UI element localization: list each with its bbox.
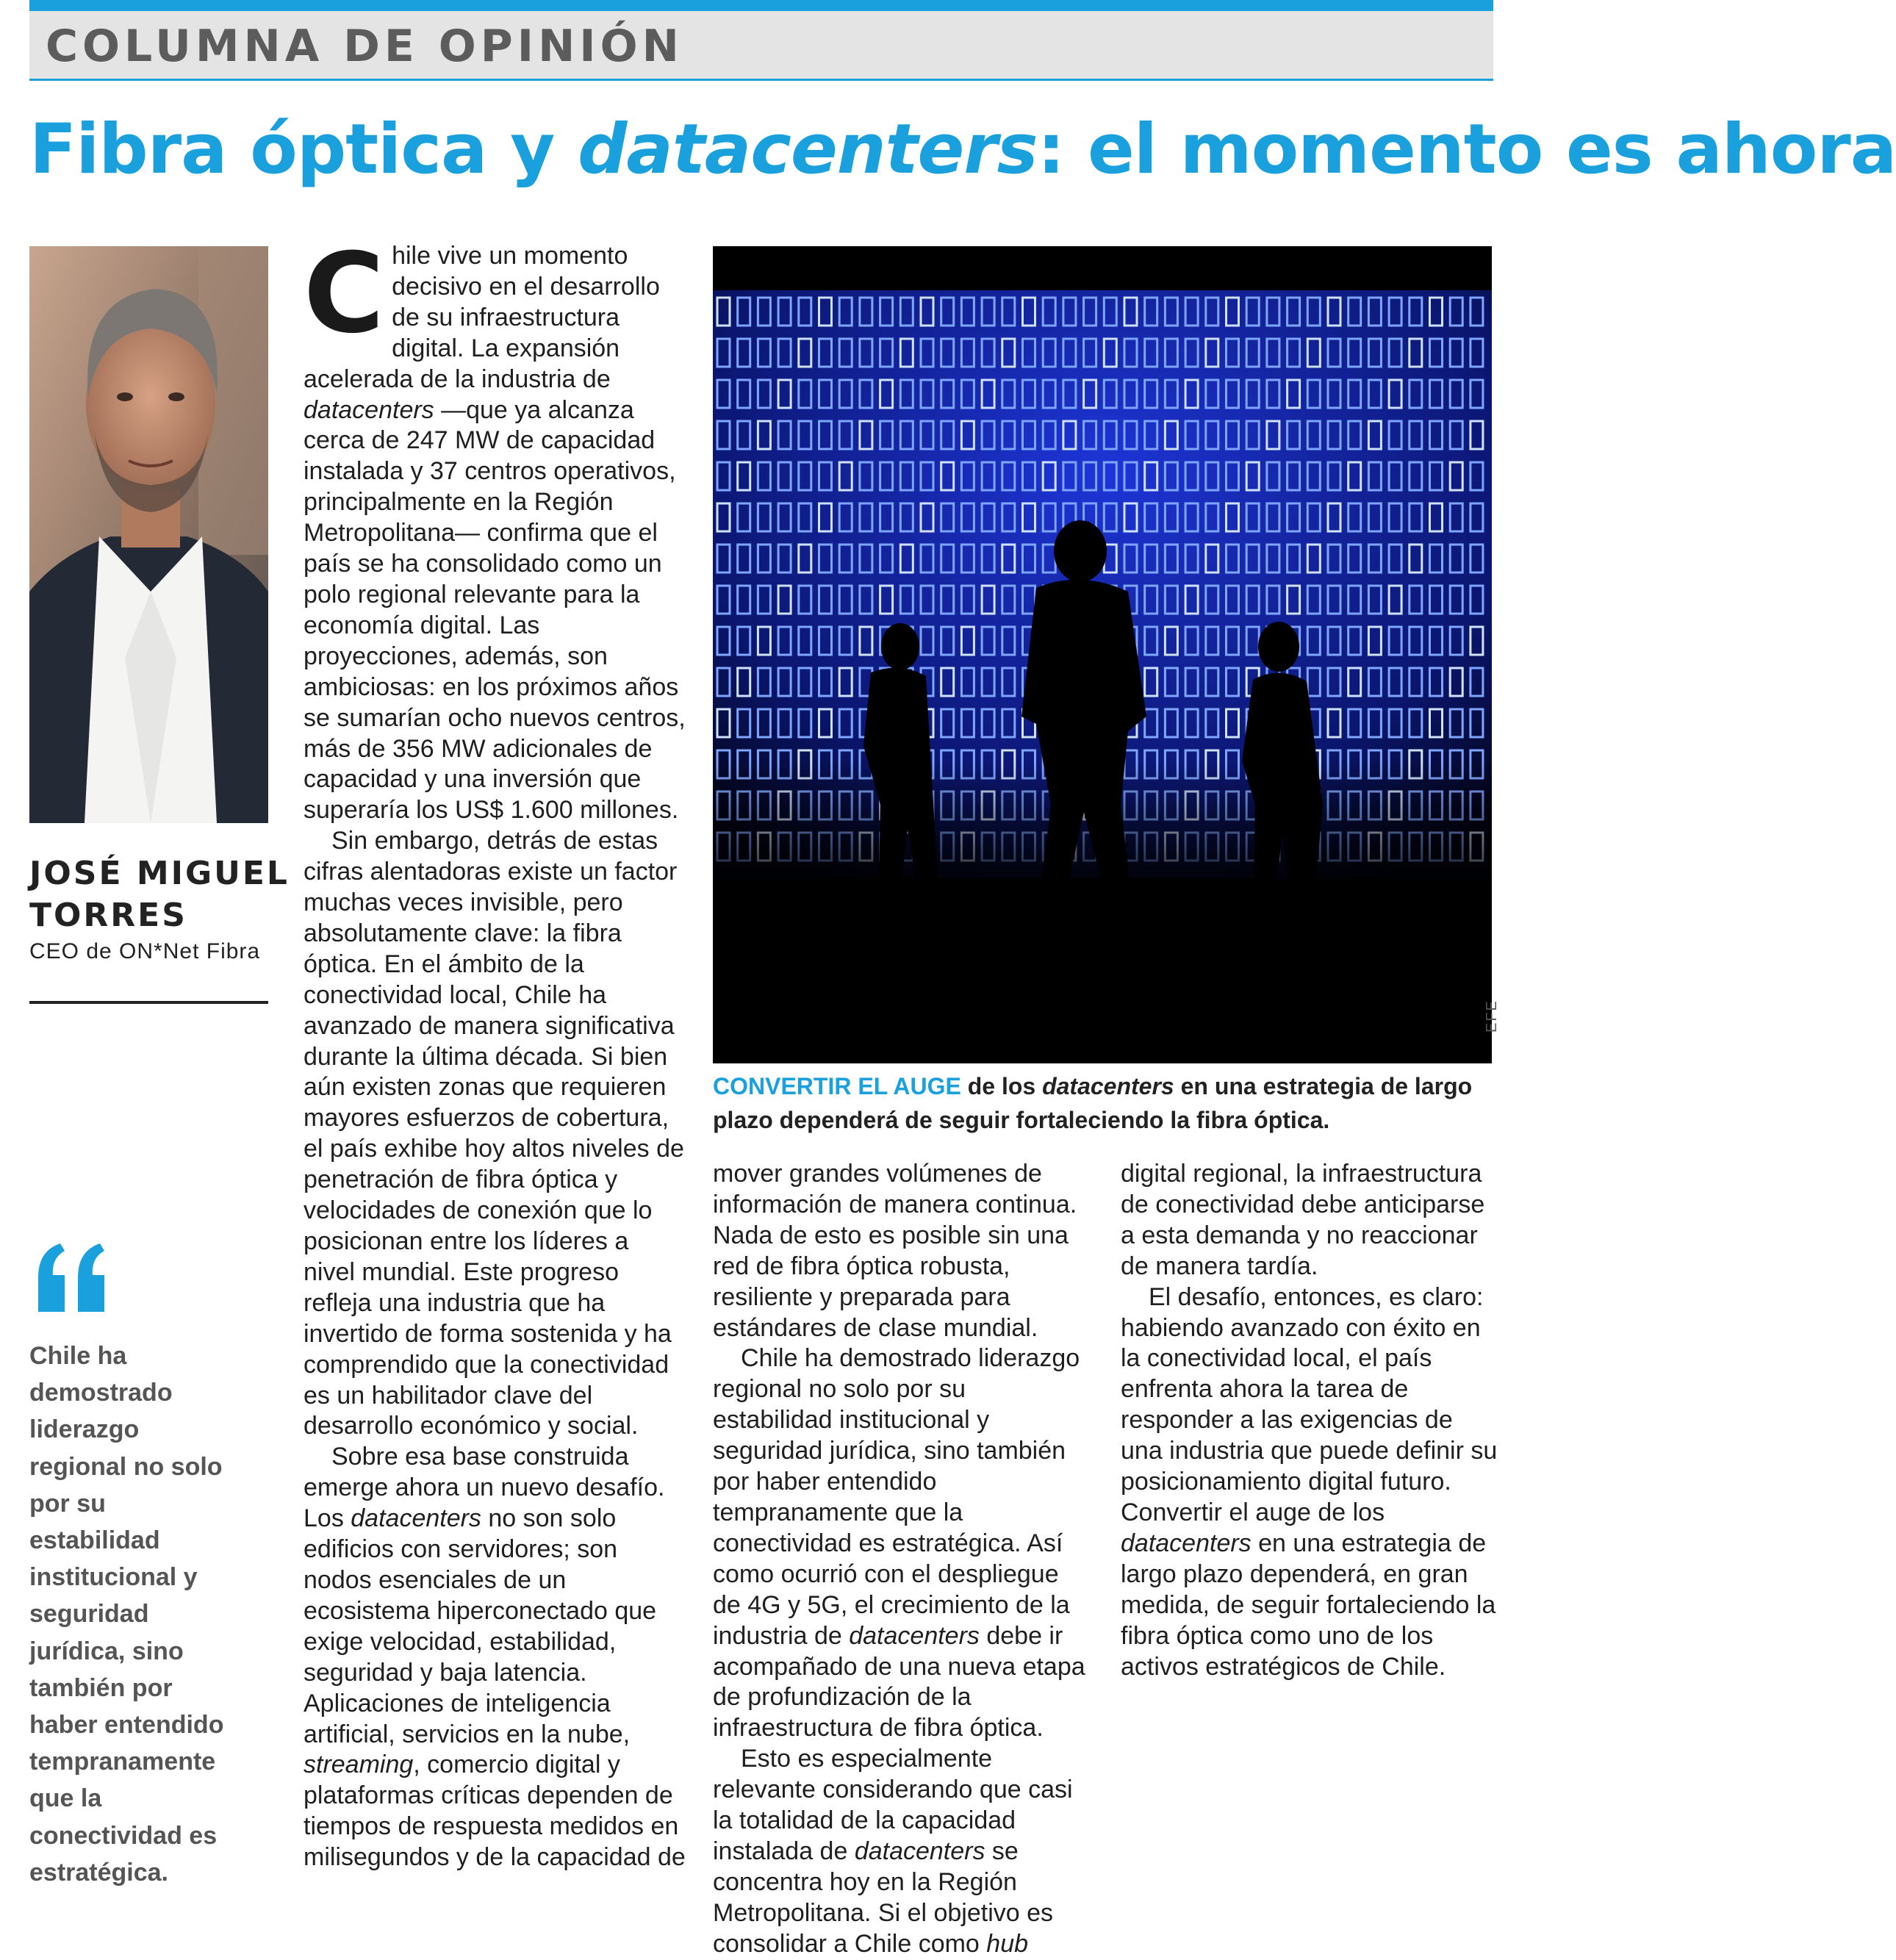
- photo-credit: EFE: [1484, 999, 1500, 1033]
- paragraph-4: Chile ha demostrado liderazgo regional no solo por su estabilidad institucional y seguridad jurídica, sino también por haber entendido tempranamente que la conectividad es estratégica. Así como ocurrió con el despliegue de 4G y 5G, el crecimiento de la industria de datacenters debe ir acompañado de una nueva etapa de profundización de la infraestructura de fibra óptica.: [713, 1344, 1085, 1742]
- caption-lead: CONVERTIR EL AUGE: [713, 1073, 961, 1099]
- paragraph-5: Esto es especialmente relevante considerando que casi la totalidad de la capacidad instalada de datacenters se concentra hoy en la Región Metropolitana. Si el objetivo es consolidar a Chile como hub: [713, 1745, 1073, 1958]
- pull-quote: Chile ha demostrado liderazgo regional no solo por su estabilidad institucional y seguridad jurídica, sino también por haber entendido tempranamente que la conectividad es estratégica.: [29, 1342, 224, 1887]
- datacenter-photo-illustration: [713, 246, 1492, 1063]
- author-photo: [29, 246, 268, 823]
- article-photo: [713, 246, 1492, 1063]
- headline-part1: Fibra óptica y: [29, 110, 578, 190]
- article-column-1: [304, 230, 686, 1873]
- author-portrait-illustration: [29, 246, 268, 823]
- paragraph-2: Sin embargo, detrás de estas cifras alentadoras existe un factor muchas veces invisible, pero absolutamente clave: la fibra óptica. En el ámbito de la conectividad local, Chile ha avanzado de manera significativa durante la última década. Si bien aún existen zonas que requieren mayores esfuerzos de cobertura, el país exhibe hoy altos niveles de penetración de fibra óptica y velocidades de conexión que lo posicionan entre los líderes a nivel mundial. Este progreso refleja una industria que ha invertido de forma sostenida y ha comprendido que la conectividad es un habilitador clave del desarrollo económico y social.: [304, 827, 684, 1440]
- paragraph-1: hile vive un momento decisivo en el desarrollo de su infraestructura digital. La expansión acelerada de la industria de datacenters —que ya alcanza cerca de 247 MW de capacidad instalada y 37 centros operativos, principalmente en la Región Metropolitana— confirma que el país se ha consolidado como un polo regional relevante para la economía digital. Las proyecciones, además, son ambiciosas: en los próximos años se sumarían ocho nuevos centros, más de 356 MW adicionales de capacidad y una inversión que superaría los US$ 1.600 millones.: [304, 242, 686, 825]
- article-column-3: [1121, 1159, 1499, 1682]
- author-name: JOSÉ MIGUEL TORRES: [29, 855, 290, 935]
- paragraph-continued: digital regional, la infraestructura de conectividad debe anticiparse a esta demanda y no reaccionar de manera tardía.: [1121, 1160, 1485, 1280]
- headline-italic: datacenters: [578, 110, 1038, 190]
- section-label: COLUMNA DE OPINIÓN: [46, 21, 683, 72]
- author-role: CEO de ON*Net Fibra: [29, 939, 261, 963]
- quote-mark-icon: [29, 1242, 114, 1319]
- headline: [29, 110, 1896, 190]
- paragraph-continued: mover grandes volúmenes de información de manera continua. Nada de esto es posible sin una red de fibra óptica robusta, resiliente y preparada para estándares de clase mundial.: [713, 1160, 1077, 1342]
- paragraph-6: El desafío, entonces, es claro: habiendo avanzado con éxito en la conectividad local, el país enfrenta ahora la tarea de responder a las exigencias de una industria que puede definir su posicionamiento digital futuro. Convertir el auge de los datacenters en una estrategia de largo plazo dependerá, en gran medida, de seguir fortaleciendo la fibra óptica como uno de los activos estratégicos de Chile.: [1121, 1282, 1498, 1681]
- paragraph-3: Sobre esa base construida emerge ahora un nuevo desafío. Los datacenters no son solo edificios con servidores; son nodos esenciales de un ecosistema hiperconectado que exige velocidad, estabilidad, seguridad y baja latencia. Aplicaciones de inteligencia artificial, servicios en la nube, streaming, comercio digital y plataformas críticas dependen de tiempos de respuesta medidos en milisegundos y de la capacidad de: [304, 1443, 686, 1872]
- top-accent-rule: [29, 0, 1493, 11]
- photo-caption: CONVERTIR EL AUGE de los datacenters en una estrategia de largo plazo dependerá de seguir fortaleciendo la fibra óptica.: [713, 1073, 1473, 1134]
- article-column-2: [713, 1159, 1088, 1960]
- author-divider: [29, 1001, 268, 1004]
- headline-part2: : el momento es ahora: [1037, 110, 1896, 190]
- section-header: [29, 11, 1493, 81]
- drop-cap: C: [304, 230, 385, 358]
